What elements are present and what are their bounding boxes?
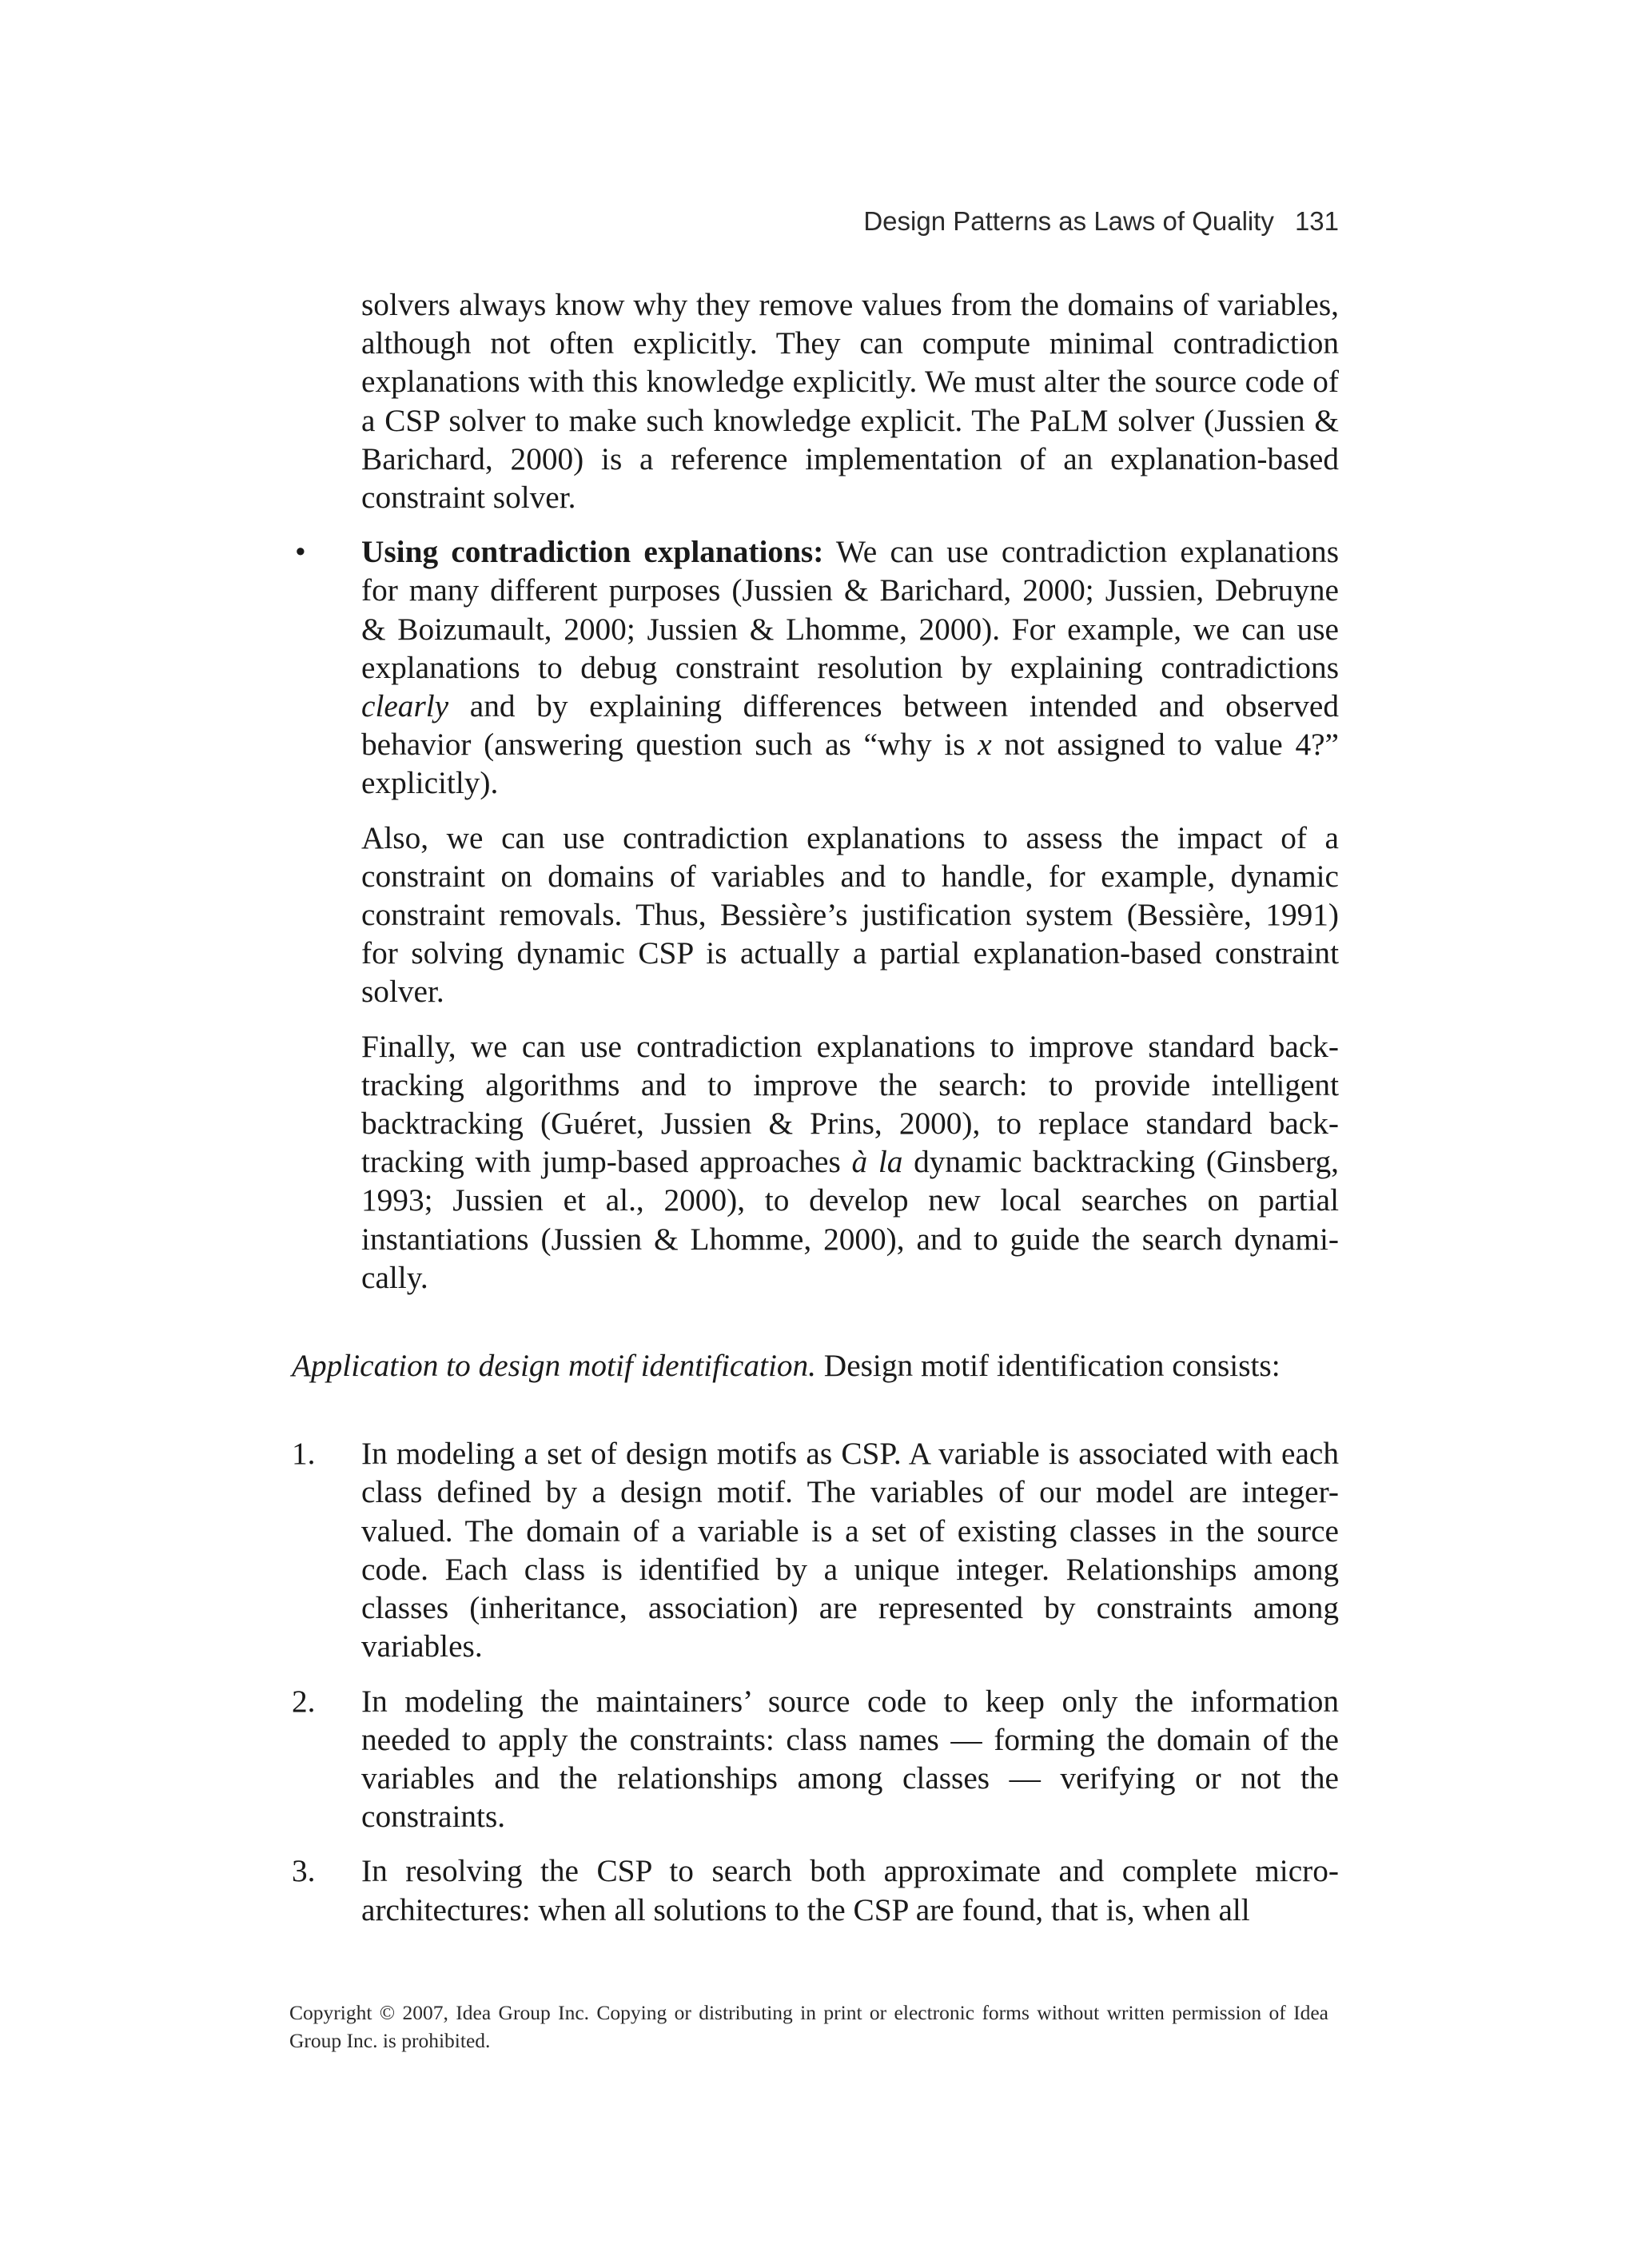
bullet-italic-clearly: clearly xyxy=(361,688,449,724)
paragraph-finally xyxy=(361,1027,1339,1297)
bullet-text-part1: We can use contradiction explanations for many different purposes (Jussien & Barichard, 2000; Jussien, Debruyne & Boizumault, 2000; Jussien & Lhomme, 2000). For example, we can use explanations to debug constraint resolution by explaining contradictions xyxy=(361,534,1339,685)
continuation-paragraph: solvers always know why they remove values from the domains of variables, although not often explicitly. They can compute minimal contradiction explanations with this knowledge explicitly. We must alter the source code of a CSP solver to make such knowledge explicit. The PaLM solver (Jussien & Barichard, 2000) is a reference implementation of an explanation-based constraint solver. xyxy=(361,287,1339,516)
bullet-item-contradiction-explanations xyxy=(292,532,1339,1297)
bullet-text-part2: and by explaining differences between intended and observed behavior (answering question such as “why is xyxy=(361,688,1339,763)
application-paragraph xyxy=(292,1346,1339,1385)
bullet-paragraph xyxy=(361,532,1339,802)
application-heading: Application to design motif identification. xyxy=(292,1348,816,1384)
list-number: 3. xyxy=(292,1853,316,1889)
bullet-heading: Using contradiction explanations: xyxy=(361,534,824,570)
application-text: Design motif identification consists: xyxy=(815,1348,1281,1384)
bullet-marker: • xyxy=(295,534,306,570)
running-header xyxy=(0,206,1339,237)
list-item-text: In modeling a set of design motifs as CSP. A variable is associated with each class defined by a design motif. The variables of our model are integer-valued. The domain of a variable is a set of existing classes in the source code. Each class is identified by a unique integer. Relationships among classes (inheritance, association) are represented by constraints among variables. xyxy=(361,1436,1339,1664)
list-item-text: In modeling the maintainers’ source code to keep only the information needed to apply the constraints: class names — forming the domain of the variables and the relationships among classes — verifying or not the constraints. xyxy=(361,1683,1339,1835)
continuation-block xyxy=(361,285,1339,516)
list-item xyxy=(292,1682,1339,1836)
list-item xyxy=(292,1434,1339,1665)
paragraph-also: Also, we can use contradiction explanations to assess the impact of a constraint on domains of variables and to handle, for example, dynamic constraint removals. Thus, Bessière’s justification system (Bessière, 1991) for solving dynamic CSP is actually a partial explanation-based constraint solver. xyxy=(361,819,1339,1010)
copyright-footer: Copyright © 2007, Idea Group Inc. Copying or distributing in print or electronic forms without written permission of Idea Group Inc. is prohibited. xyxy=(289,2001,1328,2052)
list-item-text: In resolving the CSP to search both approximate and complete micro-architectures: when all solutions to the CSP are found, that is, when all xyxy=(361,1853,1339,1927)
finally-italic-a-la: à la xyxy=(851,1144,903,1180)
bullet-italic-variable: x xyxy=(978,727,992,763)
running-title: Design Patterns as Laws of Quality xyxy=(863,206,1274,236)
list-number: 2. xyxy=(292,1683,316,1719)
main-text-column xyxy=(292,285,1339,1929)
bullet-text-part3: not assigned to value 4?” explicitly). xyxy=(361,727,1339,801)
finally-text-part1: Finally, we can use contradiction explanations to improve standard backtracking algorithms and to improve the search: to provide intelligent backtracking (Guéret, Jussien & Prins, 2000), to replace standard backtracking with jump-based approaches xyxy=(361,1028,1339,1180)
list-number: 1. xyxy=(292,1436,316,1472)
page-number: 131 xyxy=(1294,206,1339,236)
finally-text-part2: dynamic backtracking (Ginsberg, 1993; Jussien et al., 2000), to develop new local searches on partial instantiations (Jussien & Lhomme, 2000), and to guide the search dynamically. xyxy=(361,1144,1340,1295)
list-item xyxy=(292,1851,1339,1928)
